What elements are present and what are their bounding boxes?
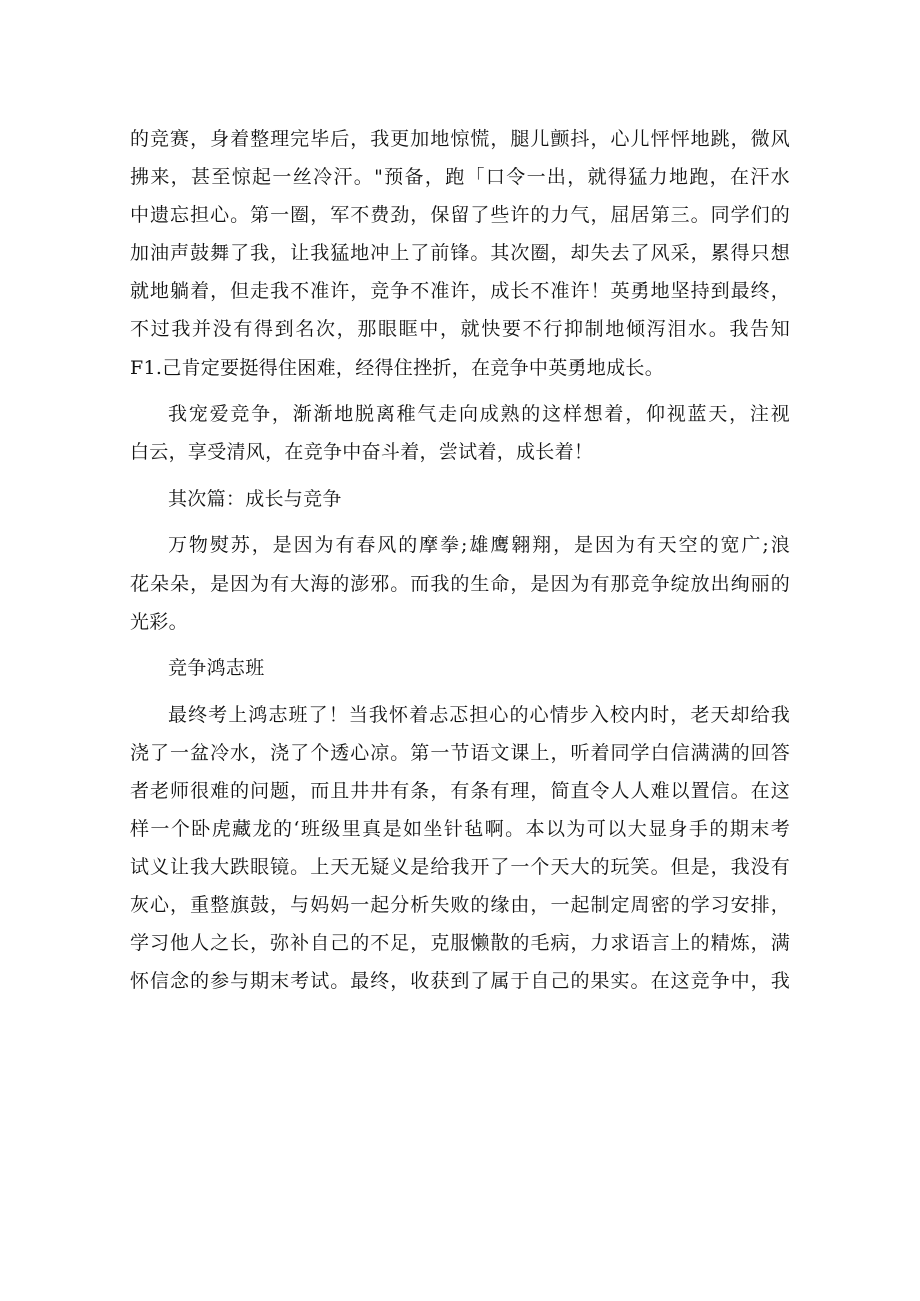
text-line: 白云，享受清风，在竞争中奋斗着，尝试着，成长着！ bbox=[130, 441, 594, 464]
text-line: 的竞赛，身着整理完毕后，我更加地惊慌，腿儿颤抖，心儿怦怦地跳，微风 bbox=[130, 128, 790, 150]
text-line: 就地躺着，但走我不准许，竞争不准许，成长不准许！英勇地坚持到最终， bbox=[130, 280, 790, 303]
text-line: 者老师很难的问题，而且井井有条，有条有理，简直令人人难以置信。在这 bbox=[130, 780, 790, 802]
section-heading: 其次篇：成长与竞争 bbox=[168, 487, 342, 510]
text-line: 浇了一盆冷水，浇了个透心凉。第一节语文课上，听着同学白信满满的回答 bbox=[130, 741, 790, 764]
text-line: 我宠爱竞争，渐渐地脱离稚气走向成熟的这样想着，仰视蓝天，注视 bbox=[168, 403, 790, 426]
text-line: 试义让我大跌眼镜。上天无疑义是给我开了一个天大的玩笑。但是，我没有 bbox=[130, 856, 790, 879]
text-line: 光彩。 bbox=[130, 610, 188, 633]
paragraph-4 bbox=[130, 696, 790, 1001]
section-heading: 竞争鸿志班 bbox=[168, 657, 265, 680]
paragraph-gap bbox=[130, 641, 790, 650]
text-line: 花朵朵，是因为有大海的澎邪。而我的生命，是因为有那竞争绽放出绚丽的 bbox=[130, 572, 790, 595]
text-line: 样一个卧虎藏龙的‘班级里真是如坐针毡啊。本以为可以大显身手的期末考 bbox=[130, 818, 790, 841]
text-line: 拂来，甚至惊起一丝冷汗。"预备，跑「口令一出，就得猛力地跑，在汗水 bbox=[130, 166, 790, 189]
text-line: 学习他人之长，弥补自己的不足，克服懒散的毛病，力求语言上的精炼，满 bbox=[130, 932, 790, 955]
text-line: 怀信念的参与期末考试。最终，收获到了属于自己的果实。在这竞争中，我 bbox=[130, 970, 790, 993]
paragraph-gap bbox=[130, 471, 790, 480]
paragraph-gap bbox=[130, 687, 790, 696]
text-line: 中遗忘担心。第一圈，军不费劲，保留了些许的力气，屈居第三。同学们的 bbox=[130, 204, 790, 227]
paragraph-gap bbox=[130, 387, 790, 396]
text-line: 最终考上鸿志班了！当我怀着忐忑担心的心情步入校内时，老天却给我 bbox=[168, 703, 790, 726]
text-line: F1.己肯定要挺得住困难，经得住挫折，在竞争中英勇地成长。 bbox=[130, 356, 665, 379]
document-body bbox=[130, 120, 790, 1001]
text-line: 万物熨苏，是因为有春风的摩拳;雄鹰翱翔，是因为有天空的宽广;浪 bbox=[168, 534, 790, 557]
paragraph-3 bbox=[130, 526, 790, 640]
paragraph-2 bbox=[130, 395, 790, 471]
paragraph-1 bbox=[130, 120, 790, 387]
text-line: 加油声鼓舞了我，让我猛地冲上了前锋。其次圈，却失去了风采，累得只想 bbox=[130, 242, 790, 265]
paragraph-gap bbox=[130, 518, 790, 527]
text-line: 灰心，重整旗鼓，与妈妈一起分析失败的缘由，一起制定周密的学习安排， bbox=[130, 894, 790, 917]
text-line: 不过我并没有得到名次，那眼眶中，就快要不行抑制地倾泻泪水。我告知 bbox=[130, 318, 790, 341]
